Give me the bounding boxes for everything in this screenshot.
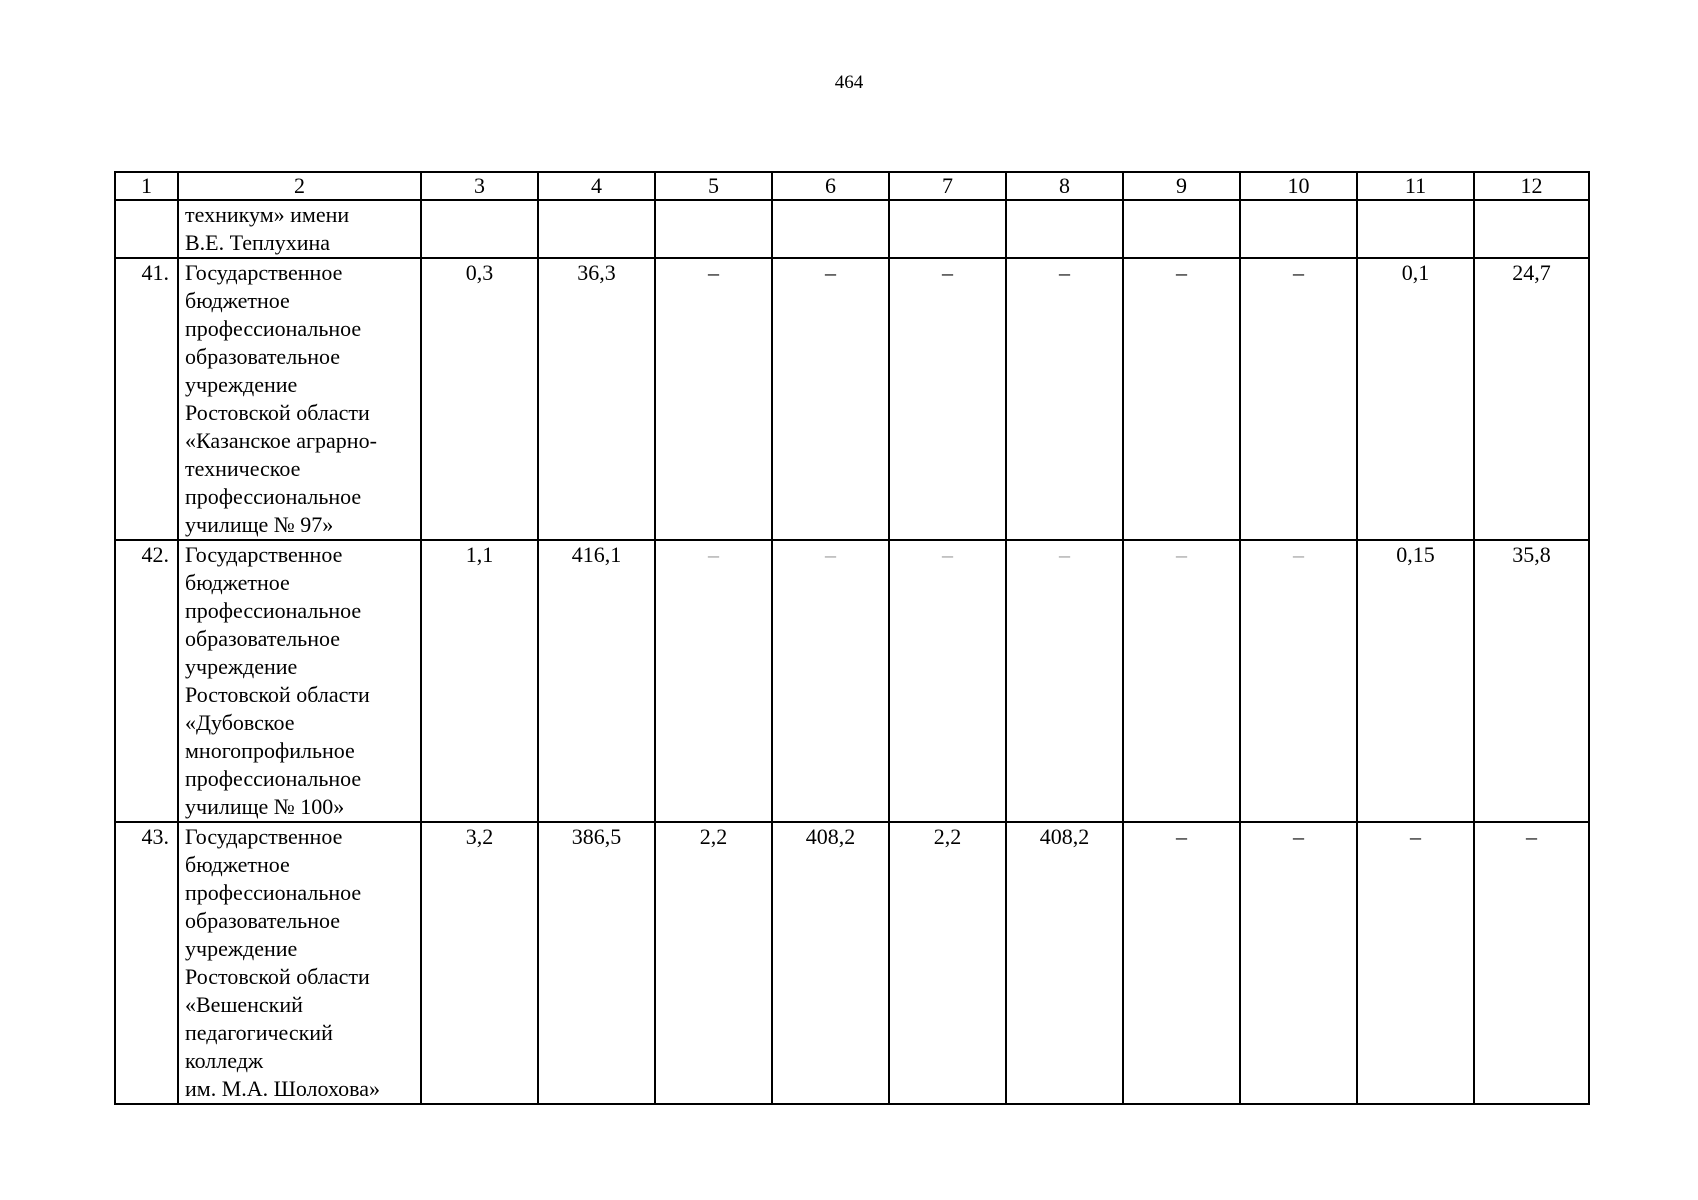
table-cell: 0,3 [421, 258, 538, 540]
table-cell [1006, 200, 1123, 258]
row-number [115, 200, 178, 258]
table-row [115, 540, 1589, 822]
table-cell: – [772, 540, 889, 822]
table-cell [889, 200, 1006, 258]
table-cell [772, 200, 889, 258]
table-row [115, 258, 1589, 540]
table-cell: 416,1 [538, 540, 655, 822]
table-cell: 408,2 [772, 822, 889, 1104]
row-number: 42. [115, 540, 178, 822]
table-cell: 386,5 [538, 822, 655, 1104]
table-row [115, 200, 1589, 258]
table-cell: – [1357, 822, 1474, 1104]
table-cell: – [1474, 822, 1589, 1104]
table-cell: – [1240, 258, 1357, 540]
column-header: 2 [178, 172, 421, 200]
column-header: 10 [1240, 172, 1357, 200]
table-cell: – [889, 258, 1006, 540]
table-cell: – [1240, 540, 1357, 822]
table-cell [1240, 200, 1357, 258]
table-cell: – [1006, 258, 1123, 540]
table-cell: 0,1 [1357, 258, 1474, 540]
table-cell: – [655, 258, 772, 540]
table-cell: – [1006, 540, 1123, 822]
table-cell [1474, 200, 1589, 258]
table-cell [421, 200, 538, 258]
row-number: 43. [115, 822, 178, 1104]
table-row [115, 822, 1589, 1104]
table-cell: 24,7 [1474, 258, 1589, 540]
table-cell: – [1123, 822, 1240, 1104]
column-header: 1 [115, 172, 178, 200]
header-row [115, 172, 1589, 200]
column-header: 3 [421, 172, 538, 200]
column-header: 5 [655, 172, 772, 200]
table-cell: 36,3 [538, 258, 655, 540]
table-cell: 2,2 [889, 822, 1006, 1104]
row-number: 41. [115, 258, 178, 540]
table-cell: 35,8 [1474, 540, 1589, 822]
data-table [114, 171, 1590, 1105]
table-cell: 408,2 [1006, 822, 1123, 1104]
column-header: 7 [889, 172, 1006, 200]
institution-name: техникум» имени В.Е. Теплухина [178, 200, 421, 258]
table-cell: – [1240, 822, 1357, 1104]
table-cell: – [889, 540, 1006, 822]
table-cell: – [1123, 540, 1240, 822]
column-header: 8 [1006, 172, 1123, 200]
institution-name: Государственное бюджетное профессиональное образовательное учреждение Ростовской области «Казанское аграрно- техническое профессиональное училище № 97» [178, 258, 421, 540]
table-cell [1123, 200, 1240, 258]
table-cell: 1,1 [421, 540, 538, 822]
column-header: 11 [1357, 172, 1474, 200]
table-cell: 0,15 [1357, 540, 1474, 822]
table-cell [655, 200, 772, 258]
table-cell: – [1123, 258, 1240, 540]
table-cell [538, 200, 655, 258]
page-number: 464 [834, 72, 864, 93]
table-cell: – [772, 258, 889, 540]
table-cell [1357, 200, 1474, 258]
table-cell: – [655, 540, 772, 822]
table-cell: 3,2 [421, 822, 538, 1104]
table-cell: 2,2 [655, 822, 772, 1104]
column-header: 4 [538, 172, 655, 200]
institution-name: Государственное бюджетное профессиональное образовательное учреждение Ростовской области «Вешенский педагогический колледж им. М.А. Шолохова» [178, 822, 421, 1104]
column-header: 12 [1474, 172, 1589, 200]
column-header: 6 [772, 172, 889, 200]
column-header: 9 [1123, 172, 1240, 200]
institution-name: Государственное бюджетное профессиональное образовательное учреждение Ростовской области «Дубовское многопрофильное профессиональное училище № 100» [178, 540, 421, 822]
